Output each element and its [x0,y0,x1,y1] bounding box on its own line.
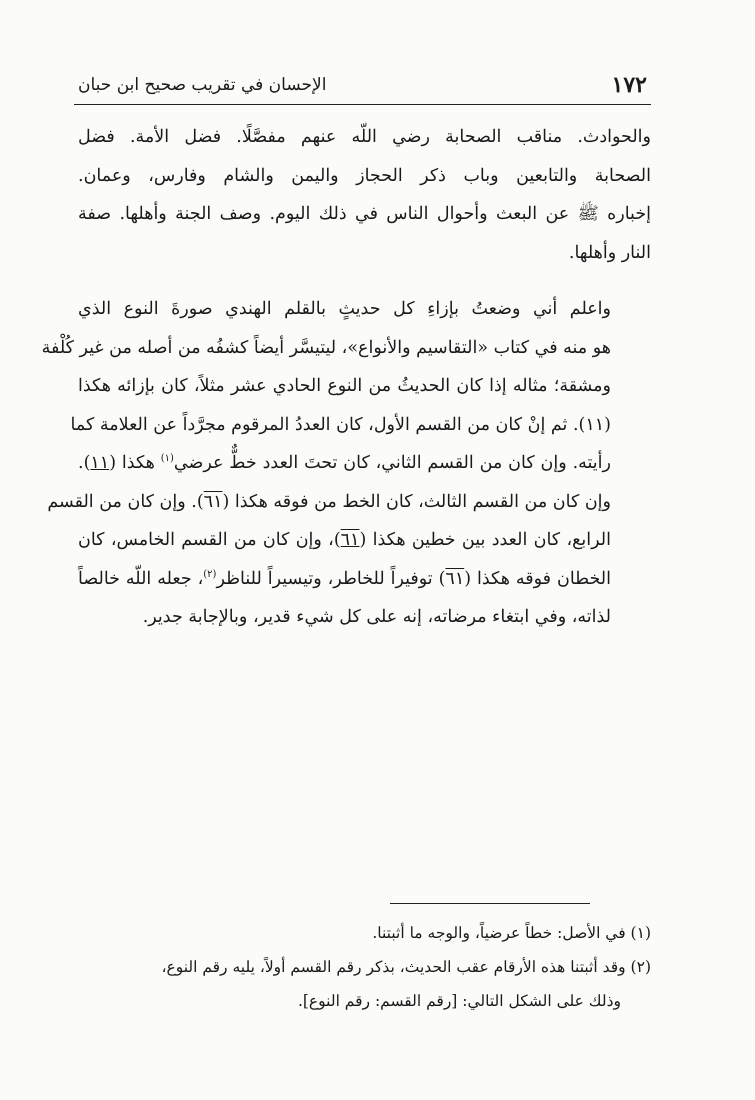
text-line: هو منه في كتاب «التقاسيم والأنواع»، ليتيسَّر أيضاً كشفُه من أصله من غير كُلْفة [41,337,611,358]
text-segment: الخطان فوقه هكذا ( [464,568,611,589]
running-title: الإحسان في تقريب صحيح ابن حبان [78,75,327,95]
code-underlined: ١١ [90,453,110,473]
page-number: ١٧٢ [611,72,647,98]
footnote-rule [390,903,590,904]
text-segment: ، جعله اللّه خالصاً [78,568,204,589]
text-segment: )، وإن كان من القسم الخامس، كان [78,530,341,550]
text-segment: ). [78,453,91,473]
text-line: إخباره ﷺ عن البعث وأحوال الناس في ذلك اليوم. وصف الجنة وأهلها. صفة [78,204,651,224]
text-segment: ). وإن كان من القسم [47,491,204,512]
code-double-overline: ٦١ [445,568,465,589]
footnote-1: (١) في الأصل: خطاً عرضياً، والوجه ما أثبتنا. [372,924,651,942]
text-line [78,560,651,599]
text-segment: ) توفيراً للخاطر، وتيسيراً للناظر [216,568,446,589]
text-line: ومشقة؛ مثاله إذا كان الحديثُ من النوع الحادي عشر مثلاً، كان بإزائه هكذا [78,376,611,396]
main-text [41,118,651,637]
text-line: واعلم أني وضعتُ بإزاءِ كل حديثٍ بالقلم الهندي صورةَ النوع الذي [78,299,611,319]
text-line [47,483,651,522]
text-segment: وإن كان من القسم الثالث، كان الخط من فوقه هكذا ( [222,491,611,512]
paragraph-1 [78,118,651,272]
header-rule [74,104,651,105]
page-header [78,68,647,102]
text-line: والحوادث. مناقب الصحابة رضي اللّه عنهم مفصَّلًا. فضل الأمة. فضل [78,127,651,147]
code-between-lines: ٦١ [340,530,360,550]
text-segment: رأيته. وإن كان من القسم الثاني، كان تحتَ العدد خطٌّ عرضي [173,453,611,473]
footnote-ref-2[interactable]: (٢) [203,568,217,580]
text-line [78,521,651,560]
code-overlined: ٦١ [203,491,223,512]
text-segment: الرابع، كان العدد بين خطين هكذا ( [359,530,611,550]
text-line: النار وأهلها. [568,242,651,263]
footnote-2-continued: وذلك على الشكل التالي: [رقم القسم: رقم النوع]. [297,992,621,1010]
footnotes [80,916,651,1018]
paragraph-2 [41,290,651,637]
text-segment: هكذا ( [109,453,161,473]
footnote-ref-1[interactable]: (١) [160,453,174,465]
text-line: لذاته، وفي ابتغاء مرضاته، إنه على كل شيء قدير، وبالإجابة جدير. [142,607,611,627]
text-line [78,444,651,483]
footnote-2: (٢) وقد أثبتنا هذه الأرقام عقب الحديث، بذكر رقم القسم أولاً، يليه رقم النوع، [161,958,651,976]
text-line: (١١). ثم إنْ كان من القسم الأول، كان العددُ المرقوم مجرَّداً عن العلامة كما [70,414,611,435]
text-line: الصحابة والتابعين وباب ذكر الحجاز واليمن والشام وفارس، وعمان. [78,165,651,186]
